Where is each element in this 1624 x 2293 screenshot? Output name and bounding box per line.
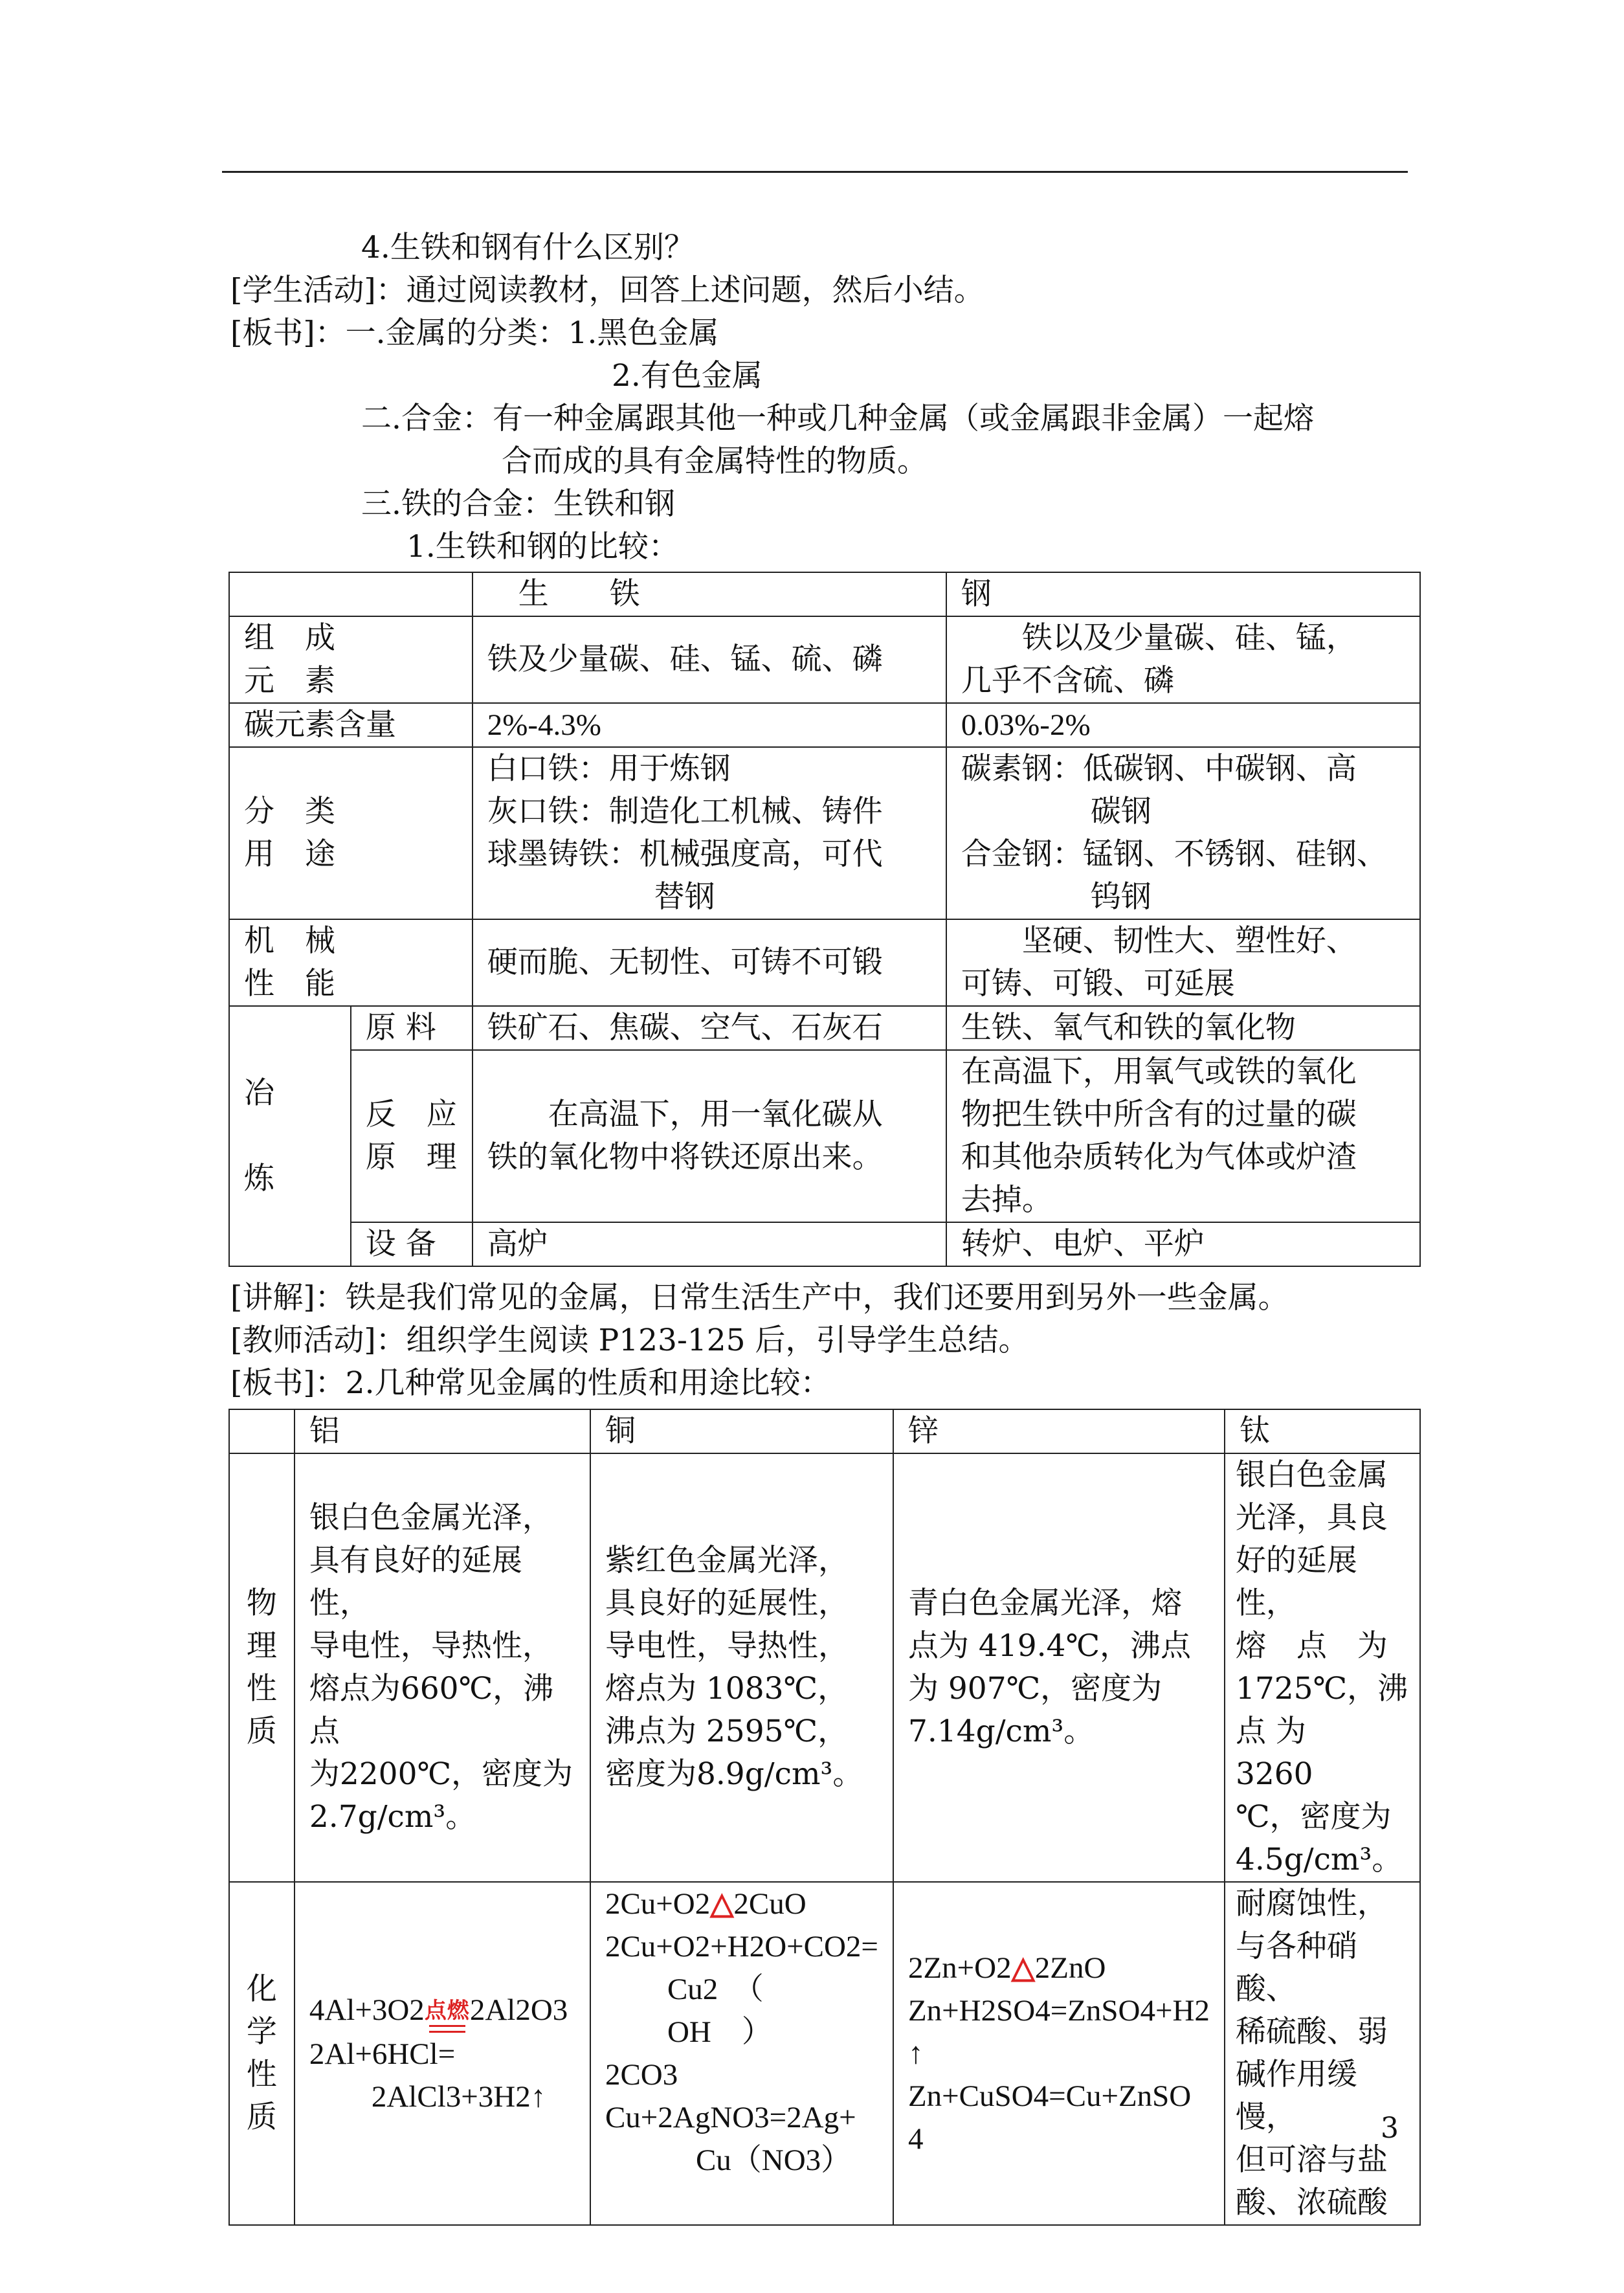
chem-aluminum: 4Al+3O2点燃 2Al2O3 2Al+6HCl= 2AlCl3+3H2↑	[295, 1882, 590, 2225]
row-label-composition: 组 成 元 素	[229, 616, 473, 703]
header-rule	[222, 171, 1408, 173]
compare-heading: 1.生铁和钢的比较：	[406, 529, 679, 565]
row-label-chemical: 化 学 性 质	[229, 1882, 295, 2225]
metals-table	[228, 1409, 1421, 2226]
head-copper: 铜	[590, 1409, 893, 1453]
equip-steel: 转炉、电炉、平炉	[946, 1222, 1420, 1266]
question-4: 4.生铁和钢有什么区别？	[361, 230, 695, 265]
phys-zinc: 青白色金属光泽，熔 点为 419.4℃，沸点 为 907℃，密度为 7.14g/cm³。	[893, 1453, 1225, 1882]
comp-steel: 铁以及少量碳、硅、锰， 几乎不含硫、磷	[946, 616, 1420, 703]
board-metals: [板书]：2.几种常见金属的性质和用途比较：	[230, 1365, 831, 1401]
raw-pig: 铁矿石、焦碳、空气、石灰石	[473, 1006, 946, 1050]
chem-copper: 2Cu+O2△2CuO 2Cu+O2+H2O+CO2= Cu2 （ OH ） 2CO3 Cu+2AgNO3=2Ag+ Cu（NO3）	[590, 1882, 893, 2225]
row-label-smelting: 冶 炼	[229, 1006, 351, 1266]
alloy-definition-cont: 合而成的具有金属特性的物质。	[502, 443, 928, 479]
class-pig: 白口铁：用于炼钢 灰口铁：制造化工机械、铸件 球墨铸铁：机械强度高，可代 替钢	[473, 747, 946, 919]
mech-pig: 硬而脆、无韧性、可铸不可锻	[473, 919, 946, 1006]
heating-mark-icon: △	[710, 1887, 734, 1921]
alloy-definition: 二.合金：有一种金属跟其他一种或几种金属（或金属跟非金属）一起熔	[361, 401, 1314, 436]
chem-zinc: 2Zn+O2△2ZnO Zn+H2SO4=ZnSO4+H2 ↑ Zn+CuSO4=Cu+ZnSO 4	[893, 1882, 1225, 2225]
row-label-carbon: 碳元素含量	[229, 703, 473, 747]
page-number: 3	[1381, 2112, 1399, 2145]
row-label-mechanical: 机 械 性 能	[229, 919, 473, 1006]
label-reaction: 反 应 原 理	[351, 1050, 473, 1222]
carbon-steel: 0.03%-2%	[946, 703, 1420, 747]
mech-steel: 坚硬、韧性大、塑性好、 可铸、可锻、可延展	[946, 919, 1420, 1006]
phys-titanium: 银白色金属 光泽，具良 好的延展性， 熔 点 为 1725℃，沸 点 为 3260 ℃，密度为 4.5g/cm³。	[1225, 1453, 1420, 1882]
head-titanium: 钛	[1225, 1409, 1420, 1453]
explanation: [讲解]：铁是我们常见的金属，日常生活生产中，我们还要用到另外一些金属。	[230, 1280, 1289, 1315]
ignite-condition: 点燃	[424, 1998, 470, 2023]
phys-aluminum: 银白色金属光泽， 具有良好的延展性， 导电性，导热性， 熔点为660℃，沸点 为2200℃，密度为 2.7g/cm³。	[295, 1453, 590, 1882]
chem-titanium: 耐腐蚀性， 与各种硝酸、 稀硫酸、弱 碱作用缓慢， 但可溶与盐 酸、浓硫酸	[1225, 1882, 1420, 2225]
heating-mark-icon: △	[1011, 1951, 1035, 1985]
carbon-pig: 2%-4.3%	[473, 703, 946, 747]
equip-pig: 高炉	[473, 1222, 946, 1266]
class-steel: 碳素钢：低碳钢、中碳钢、高 碳钢 合金钢：锰钢、不锈钢、硅钢、 钨钢	[946, 747, 1420, 919]
row-label-classification: 分 类 用 途	[229, 747, 473, 919]
label-raw: 原 料	[351, 1006, 473, 1050]
row-label-physical: 物 理 性 质	[229, 1453, 295, 1882]
student-activity: [学生活动]：通过阅读教材，回答上述问题，然后小结。	[230, 273, 984, 308]
board-classification: [板书]：一.金属的分类：1.黑色金属	[230, 315, 719, 351]
head-pig-iron: 生 铁	[473, 572, 946, 616]
label-equipment: 设 备	[351, 1222, 473, 1266]
iron-steel-table	[228, 572, 1421, 1267]
iron-alloy-heading: 三.铁的合金：生铁和钢	[361, 486, 675, 522]
board-nonferrous: 2.有色金属	[612, 358, 762, 394]
teacher-activity: [教师活动]：组织学生阅读 P123-125 后，引导学生总结。	[230, 1323, 1029, 1358]
raw-steel: 生铁、氧气和铁的氧化物	[946, 1006, 1420, 1050]
head-aluminum: 铝	[295, 1409, 590, 1453]
phys-copper: 紫红色金属光泽， 具良好的延展性， 导电性，导热性， 熔点为 1083℃， 沸点为 2595℃， 密度为8.9g/cm³。	[590, 1453, 893, 1882]
reaction-pig: 在高温下，用一氧化碳从 铁的氧化物中将铁还原出来。	[473, 1050, 946, 1222]
head-zinc: 锌	[893, 1409, 1225, 1453]
comp-pig: 铁及少量碳、硅、锰、硫、磷	[473, 616, 946, 703]
head-steel: 钢	[946, 572, 1420, 616]
reaction-steel: 在高温下，用氧气或铁的氧化 物把生铁中所含有的过量的碳 和其他杂质转化为气体或炉渣 去掉。	[946, 1050, 1420, 1222]
